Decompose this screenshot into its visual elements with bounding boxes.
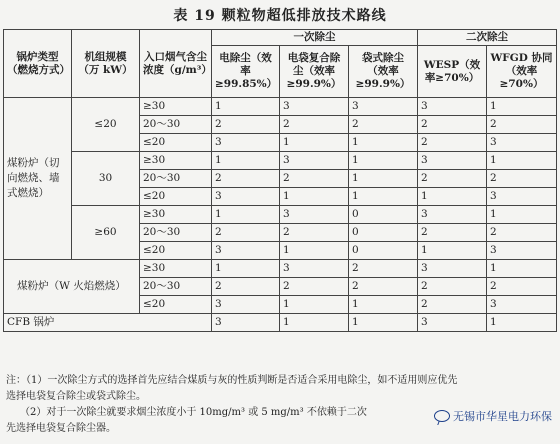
note-line: 注：（1）一次除尘方式的选择首先应结合煤质与灰的性质判断是否适合采用电除尘，如不适用则应优先 xyxy=(6,375,458,386)
value-cell: 1 xyxy=(349,296,418,314)
value-cell: 0 xyxy=(349,242,418,260)
table-row xyxy=(4,260,557,278)
value-cell: 3 xyxy=(212,188,280,206)
dust-cell: 20～30 xyxy=(140,278,212,296)
value-cell: 2 xyxy=(349,116,418,134)
header-primary: 一次除尘 xyxy=(212,30,418,46)
dust-cell: 20～30 xyxy=(140,116,212,134)
value-cell: 1 xyxy=(280,242,349,260)
group-label: 煤粉炉（切向燃烧、墙式燃烧） xyxy=(4,98,72,260)
value-cell: 3 xyxy=(418,206,487,224)
watermark xyxy=(432,408,554,424)
header-bag: 袋式除尘（效率≥99.9%） xyxy=(349,46,418,98)
value-cell: 2 xyxy=(280,170,349,188)
value-cell: 2 xyxy=(212,278,280,296)
value-cell: 2 xyxy=(418,116,487,134)
value-cell: 3 xyxy=(487,296,557,314)
value-cell: 2 xyxy=(487,224,557,242)
header-boiler-type: 锅炉类型（燃烧方式） xyxy=(4,30,72,98)
value-cell: 2 xyxy=(349,260,418,278)
dust-cell: ≥30 xyxy=(140,98,212,116)
value-cell: 2 xyxy=(212,224,280,242)
table-row xyxy=(4,314,557,332)
value-cell: 2 xyxy=(349,278,418,296)
value-cell: 3 xyxy=(280,260,349,278)
value-cell: 3 xyxy=(212,134,280,152)
dust-cell: ≤20 xyxy=(140,296,212,314)
value-cell: 1 xyxy=(349,314,418,332)
header-secondary: 二次除尘 xyxy=(418,30,557,46)
note-line: （2）对于一次除尘就要求烟尘浓度小于 10mg/m³ 或 5 mg/m³ 不依赖于二次 xyxy=(20,407,367,418)
value-cell: 1 xyxy=(280,188,349,206)
value-cell: 1 xyxy=(212,260,280,278)
value-cell: 3 xyxy=(212,296,280,314)
value-cell: 1 xyxy=(280,296,349,314)
value-cell: 1 xyxy=(418,188,487,206)
header-wesp: WESP（效率≥70%） xyxy=(418,46,487,98)
value-cell: 3 xyxy=(280,152,349,170)
header-unit-scale: 机组规模（万 kW） xyxy=(72,30,140,98)
value-cell: 1 xyxy=(349,134,418,152)
table-title: 表 19 颗粒物超低排放技术路线 xyxy=(173,8,387,24)
value-cell: 3 xyxy=(487,134,557,152)
note-line: 先选择电袋复合除尘器。 xyxy=(6,423,116,434)
header-wfgd: WFGD 协同（效率≥70%） xyxy=(487,46,557,98)
value-cell: 1 xyxy=(212,152,280,170)
value-cell: 1 xyxy=(487,314,557,332)
value-cell: 0 xyxy=(349,224,418,242)
dust-cell: ≤20 xyxy=(140,188,212,206)
value-cell: 3 xyxy=(487,242,557,260)
value-cell: 3 xyxy=(280,98,349,116)
value-cell: 3 xyxy=(280,206,349,224)
scale-cell: ≤20 xyxy=(72,98,140,152)
group-label: 煤粉炉（W 火焰燃烧） xyxy=(4,260,140,314)
watermark-text: 无锡市华星电力环保 xyxy=(453,410,552,423)
value-cell: 3 xyxy=(418,98,487,116)
value-cell: 1 xyxy=(280,134,349,152)
value-cell: 2 xyxy=(418,170,487,188)
table-notes xyxy=(6,373,554,437)
value-cell: 1 xyxy=(212,206,280,224)
table-row xyxy=(4,98,557,116)
value-cell: 3 xyxy=(349,98,418,116)
value-cell: 1 xyxy=(418,242,487,260)
dust-cell: ≥30 xyxy=(140,260,212,278)
header-esp: 电除尘（效率≥99.85%） xyxy=(212,46,280,98)
value-cell: 3 xyxy=(212,242,280,260)
scale-cell: ≥60 xyxy=(72,206,140,260)
value-cell: 2 xyxy=(280,224,349,242)
value-cell: 2 xyxy=(487,170,557,188)
scale-cell: 30 xyxy=(72,152,140,206)
dust-cell: ≤20 xyxy=(140,242,212,260)
value-cell: 3 xyxy=(418,314,487,332)
dust-cell: 20～30 xyxy=(140,224,212,242)
dust-cell: ≥30 xyxy=(140,152,212,170)
note-line: 选择电袋复合除尘或袋式除尘。 xyxy=(6,391,146,402)
value-cell: 1 xyxy=(487,152,557,170)
dust-cell: 20～30 xyxy=(140,170,212,188)
table-row xyxy=(4,206,557,224)
dust-cell: ≤20 xyxy=(140,134,212,152)
value-cell: 1 xyxy=(280,314,349,332)
value-cell: 0 xyxy=(349,206,418,224)
value-cell: 2 xyxy=(418,278,487,296)
value-cell: 2 xyxy=(212,170,280,188)
value-cell: 1 xyxy=(349,188,418,206)
chat-bubble-icon xyxy=(434,410,450,422)
value-cell: 3 xyxy=(487,188,557,206)
value-cell: 2 xyxy=(280,278,349,296)
dust-cell: ≥30 xyxy=(140,206,212,224)
value-cell: 3 xyxy=(418,260,487,278)
group-label: CFB 锅炉 xyxy=(4,314,212,332)
value-cell: 2 xyxy=(212,116,280,134)
value-cell: 1 xyxy=(349,170,418,188)
table-body xyxy=(4,98,557,332)
value-cell: 2 xyxy=(487,116,557,134)
value-cell: 2 xyxy=(487,278,557,296)
value-cell: 3 xyxy=(212,314,280,332)
value-cell: 2 xyxy=(280,116,349,134)
header-inlet-dust: 入口烟气含尘浓度（g/m³） xyxy=(140,30,212,98)
header-bag-composite: 电袋复合除尘（效率≥99.9%） xyxy=(280,46,349,98)
value-cell: 2 xyxy=(418,224,487,242)
emission-table xyxy=(3,29,557,332)
value-cell: 1 xyxy=(487,260,557,278)
value-cell: 1 xyxy=(487,206,557,224)
table-row xyxy=(4,152,557,170)
value-cell: 2 xyxy=(418,134,487,152)
value-cell: 3 xyxy=(418,152,487,170)
value-cell: 1 xyxy=(349,152,418,170)
value-cell: 2 xyxy=(418,296,487,314)
value-cell: 1 xyxy=(487,98,557,116)
value-cell: 1 xyxy=(212,98,280,116)
